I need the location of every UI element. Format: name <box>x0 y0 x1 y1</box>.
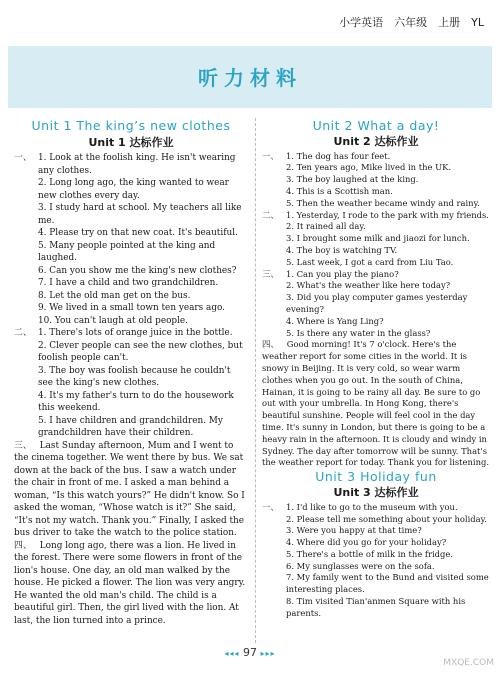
list-item: 5. Is there any water in the glass? <box>286 327 431 338</box>
list-item: 一、 1. The dog has four feet. <box>262 150 391 161</box>
list-item: 二、 1. There's lots of orange juice in the bottle. <box>14 328 233 338</box>
list-item: 3. I brought some milk and jiaozi for lunch. <box>286 233 470 244</box>
list-item: 3. The boy was foolish because he couldn't see the king's new clothes. <box>38 365 231 388</box>
list-item: 三、 1. Can you play the piano? <box>262 268 399 279</box>
list-item: 3. Were you happy at that time? <box>286 525 422 536</box>
right-column <box>262 118 490 620</box>
passage: 三、 Last Sunday afternoon, Mum and I went to the cinema together. We went there by bus. We sat down at the back of the bus. I saw a watch under the chair in front of me. I asked a man behind a woman, “Is this watch yours?” He didn't know. So I asked the woman, “Whose watch is it?” She said, “It's not my watch. Thank you.” Finally, I asked the bus driver to take the watch to the police station. <box>14 440 245 538</box>
list-item: 2. It rained all day. <box>286 221 366 232</box>
unit1-title: Unit 1 The king’s new clothes <box>31 118 231 133</box>
list-item: 6. Can you show me the king's new clothes? <box>38 265 237 276</box>
list-item: 4. Please try on that new coat. It's beautiful. <box>38 228 238 238</box>
list-item: 2. Clever people can see the new clothes, but foolish people can't. <box>38 340 243 363</box>
list-item: 3. I study hard at school. My teachers all like me. <box>38 203 242 226</box>
unit1-subtitle: Unit 1 达标作业 <box>88 135 174 149</box>
unit1-section-3 <box>14 440 248 540</box>
next-arrows-icon: ▸▸▸ <box>260 649 276 658</box>
list-item: 5. Last week, I got a card from Liu Tao. <box>286 256 454 267</box>
unit2-section-2 <box>262 210 490 269</box>
passage: 四、 Good morning! It's 7 o'clock. Here's the weather report for some cities in the world. It is snowy in Beijing. It is very cold, so wear warm clothes when you go out. In the south of China, Hainan, it is going to be rainy all day. Be sure to go out with your umbrella. In Hong Kong, there's beautiful sunshine. People will feel cool in the day time. It's sunny in London, but there is going to be a heavy rain in the afternoon. It is cloudy and windy in Sydney. The day after tomorrow will be sunny. That's the weather report for today. Thank you for listening. <box>262 339 489 468</box>
list-item: 9. We lived in a small town ten years ago. <box>38 303 226 313</box>
list-item: 4. The boy is watching TV. <box>286 244 398 255</box>
list-item: 5. I have children and grandchildren. My grandchildren have their children. <box>38 415 223 438</box>
list-item: 5. Many people pointed at the king and laughed. <box>38 240 216 263</box>
list-item: 4. It's my father's turn to do the housework this weekend. <box>38 390 234 413</box>
unit1-section-1 <box>14 152 248 327</box>
watermark: MXQE.COM <box>443 658 494 668</box>
prev-arrows-icon: ◂◂◂ <box>224 649 240 658</box>
list-item: 4. Where did you go for your holiday? <box>286 537 447 548</box>
page-number: 97 <box>243 646 257 659</box>
list-item: 10. You can't laugh at old people. <box>38 315 189 326</box>
list-item: 5. Then the weather became windy and rainy. <box>286 197 480 208</box>
list-item: 3. Did you play computer games yesterday evening? <box>286 292 468 314</box>
list-item: 7. My family went to the Bund and visited some interesting places. <box>286 572 489 595</box>
unit2-section-1 <box>262 151 490 210</box>
list-item: 2. Long long ago, the king wanted to wear new clothes every day. <box>38 178 229 201</box>
list-item: 7. I have a child and two grandchildren. <box>38 278 219 288</box>
left-column <box>14 118 248 627</box>
list-item: 3. The boy laughed at the king. <box>286 174 419 185</box>
unit2-section-4 <box>262 339 490 469</box>
list-item: 6. My sunglasses were on the sofa. <box>286 560 435 571</box>
list-item: 4. Where is Yang Ling? <box>286 315 384 326</box>
list-item: 4. This is a Scottish man. <box>286 185 393 196</box>
unit3-subtitle: Unit 3 达标作业 <box>333 485 419 499</box>
list-item: 5. There's a bottle of milk in the fridge. <box>286 548 453 559</box>
list-item: 8. Let the old man get on the bus. <box>38 290 191 301</box>
passage: 四、 Long long ago, there was a lion. He lived in the forest. There were some flowers in front of the lion's house. One day, an old man walked by the house. He picked a flower. The lion was very angry. He wanted the old man's child. The child is a beautiful girl. Then, the girl lived with the lion. At last, the lion turned into a prince. <box>14 540 246 626</box>
list-item: 一、 1. Look at the foolish king. He isn't wearing any clothes. <box>14 153 236 176</box>
unit2-section-3 <box>262 269 490 340</box>
list-item: 二、 1. Yesterday, I rode to the park with my friends. <box>262 209 489 220</box>
column-divider <box>255 118 256 643</box>
page-title: 听力材料 <box>198 66 302 90</box>
unit1-section-2 <box>14 327 248 440</box>
unit2-title: Unit 2 What a day! <box>312 118 440 133</box>
list-item: 2. Please tell me something about your holiday. <box>286 513 487 524</box>
header-text: 小学英语 六年级 上册 YL <box>339 16 484 29</box>
unit2-subtitle: Unit 2 达标作业 <box>333 134 419 148</box>
list-item: 2. Ten years ago, Mike lived in the UK. <box>286 162 452 173</box>
unit1-section-4 <box>14 540 248 628</box>
list-item: 2. What's the weather like here today? <box>286 280 451 291</box>
page-footer <box>0 646 500 659</box>
list-item: 一、 1. I'd like to go to the museum with you. <box>262 501 458 512</box>
unit3-title: Unit 3 Holiday fun <box>315 469 437 485</box>
list-item: 8. Tim visited Tian'anmen Square with his parents. <box>286 596 466 618</box>
unit3-section-1 <box>262 502 490 620</box>
page-header <box>0 0 500 40</box>
